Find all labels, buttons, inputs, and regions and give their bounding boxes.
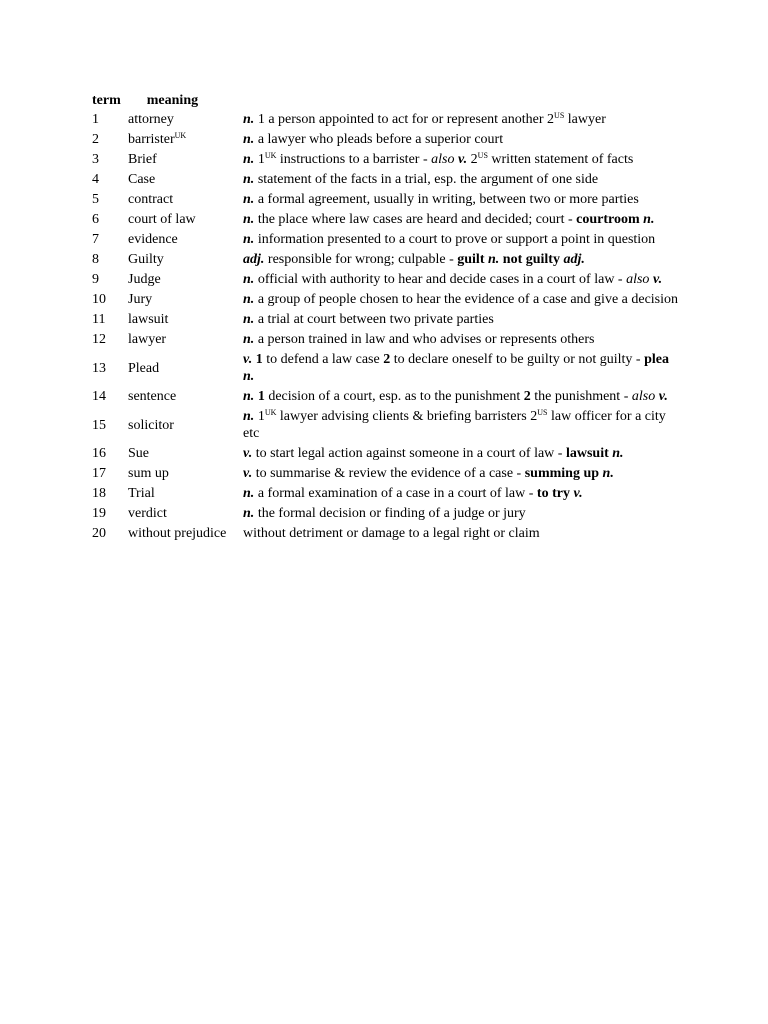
meaning-text: the punishment - <box>530 389 632 404</box>
table-row <box>92 407 682 444</box>
table-row <box>92 190 682 210</box>
meaning-text: the place where law cases are heard and decided; court - <box>254 212 577 227</box>
meaning-pos-label: n. <box>243 192 255 207</box>
table-row <box>92 130 682 150</box>
table-row <box>92 230 682 250</box>
term-text: Trial <box>128 486 155 501</box>
meaning-pos-label: v. <box>457 152 468 167</box>
meaning-bold-text: plea <box>644 352 669 367</box>
meaning-pos-label: n. <box>243 369 255 384</box>
meaning-text: to defend a law case <box>262 352 384 367</box>
table-row <box>92 290 682 310</box>
meaning-bold-text: to try <box>536 486 570 501</box>
row-meaning <box>243 190 682 210</box>
meaning-pos-label: n. <box>243 132 255 147</box>
table-row <box>92 350 682 387</box>
meaning-pos-label: adj. <box>563 252 585 267</box>
meaning-text: lawyer advising clients & briefing barristers 2 <box>276 409 538 424</box>
term-text: court of law <box>128 212 196 227</box>
term-text: verdict <box>128 506 167 521</box>
row-meaning <box>243 444 682 464</box>
table-row <box>92 270 682 290</box>
term-text: Plead <box>128 360 160 376</box>
row-meaning <box>243 110 682 130</box>
row-term <box>128 444 243 464</box>
meaning-pos-label: n. <box>243 272 255 287</box>
meaning-pos-label: n. <box>243 172 255 187</box>
row-number: 5 <box>92 192 99 207</box>
meaning-text: to summarise & review the evidence of a case - <box>252 466 525 481</box>
row-number: 2 <box>92 132 99 147</box>
row-number: 1 <box>92 112 99 127</box>
meaning-pos-label: n. <box>243 212 255 227</box>
row-term <box>128 407 243 444</box>
row-number: 4 <box>92 172 99 187</box>
meaning-pos-label: v. <box>658 389 668 404</box>
row-number: 10 <box>92 292 106 307</box>
meaning-superscript: US <box>554 111 565 120</box>
term-superscript: UK <box>174 131 187 140</box>
row-number: 3 <box>92 152 99 167</box>
meaning-pos-label: n. <box>243 112 255 127</box>
meaning-pos-label: v. <box>243 446 253 461</box>
meaning-text: official with authority to hear and decide cases in a court of law - <box>254 272 627 287</box>
meaning-text: instructions to a barrister - <box>276 152 432 167</box>
row-meaning <box>243 464 682 484</box>
meaning-pos-label: n. <box>243 506 255 521</box>
row-meaning <box>243 387 682 407</box>
term-text: Judge <box>128 272 161 287</box>
term-text: attorney <box>128 112 174 127</box>
meaning-superscript: US <box>537 408 548 417</box>
meaning-text: 2 <box>467 152 478 167</box>
meaning-text: written statement of facts <box>487 152 634 167</box>
meaning-text: to start legal action against someone in a court of law - <box>252 446 566 461</box>
meaning-text: decision of a court, esp. as to the punishment <box>264 389 524 404</box>
table-row <box>92 464 682 484</box>
glossary-page <box>92 90 692 544</box>
row-term <box>128 387 243 407</box>
table-row <box>92 484 682 504</box>
meaning-bold-text: 2 <box>523 389 531 404</box>
meaning-bold-text: guilt <box>457 252 485 267</box>
meaning-pos-label: n. <box>243 409 255 424</box>
row-meaning <box>243 170 682 190</box>
header-empty-cell <box>243 90 682 110</box>
term-text: sentence <box>128 389 177 404</box>
meaning-pos-label: n. <box>243 332 255 347</box>
meaning-pos-label: n. <box>243 292 255 307</box>
table-row <box>92 210 682 230</box>
header-term: term <box>92 92 121 108</box>
table-row <box>92 250 682 270</box>
row-number: 13 <box>92 360 106 376</box>
row-term <box>128 130 243 150</box>
term-text: Brief <box>128 152 157 167</box>
row-number: 14 <box>92 389 106 404</box>
row-term <box>128 464 243 484</box>
header-meaning: meaning <box>146 92 199 108</box>
meaning-superscript: UK <box>264 151 277 160</box>
meaning-text: a lawyer who pleads before a superior court <box>254 132 504 147</box>
term-text: without prejudice <box>128 526 227 541</box>
row-number: 6 <box>92 212 99 227</box>
row-term <box>128 290 243 310</box>
meaning-pos-label: n. <box>243 152 255 167</box>
meaning-text: the formal decision or finding of a judge or jury <box>254 506 526 521</box>
term-text: lawsuit <box>128 312 169 327</box>
row-term <box>128 190 243 210</box>
meaning-text: a formal agreement, usually in writing, between two or more parties <box>254 192 639 207</box>
term-text: Jury <box>128 292 153 307</box>
row-meaning <box>243 407 682 444</box>
table-row <box>92 444 682 464</box>
meaning-text: a trial at court between two private parties <box>254 312 494 327</box>
table-row <box>92 150 682 170</box>
meaning-text: lawyer <box>564 112 606 127</box>
meaning-pos-label: n. <box>612 446 624 461</box>
term-text: sum up <box>128 466 169 481</box>
meaning-text: information presented to a court to prove or support a point in question <box>254 232 656 247</box>
row-number: 9 <box>92 272 99 287</box>
meaning-bold-text: lawsuit <box>565 446 609 461</box>
table-row <box>92 504 682 524</box>
term-text: Sue <box>128 446 149 461</box>
row-meaning <box>243 270 682 290</box>
table-row <box>92 310 682 330</box>
row-number: 11 <box>92 312 106 327</box>
row-term <box>128 110 243 130</box>
row-meaning <box>243 330 682 350</box>
row-term <box>128 330 243 350</box>
term-text: evidence <box>128 232 178 247</box>
row-term <box>128 150 243 170</box>
meaning-italic-text: also <box>431 152 455 167</box>
meaning-text: responsible for wrong; culpable - <box>264 252 458 267</box>
row-meaning <box>243 350 682 387</box>
meaning-pos-label: n. <box>243 486 255 501</box>
row-number: 8 <box>92 252 99 267</box>
row-meaning <box>243 524 682 544</box>
meaning-pos-label: adj. <box>243 252 265 267</box>
row-number: 20 <box>92 526 106 541</box>
meaning-superscript: US <box>477 151 488 160</box>
row-number: 17 <box>92 466 106 481</box>
row-meaning <box>243 504 682 524</box>
term-text: solicitor <box>128 417 174 433</box>
row-term <box>128 310 243 330</box>
meaning-pos-label: v. <box>243 466 253 481</box>
meaning-pos-label: n. <box>643 212 655 227</box>
term-text: Guilty <box>128 252 164 267</box>
meaning-text: statement of the facts in a trial, esp. the argument of one side <box>254 172 599 187</box>
meaning-pos-label: v. <box>573 486 583 501</box>
row-number: 15 <box>92 417 106 433</box>
meaning-bold-text: 2 <box>383 352 391 367</box>
meaning-italic-text: also <box>631 389 656 404</box>
term-text: contract <box>128 192 174 207</box>
row-meaning <box>243 250 682 270</box>
meaning-bold-text: 1 <box>257 389 265 404</box>
row-meaning <box>243 310 682 330</box>
meaning-bold-text: courtroom <box>576 212 640 227</box>
row-number: 16 <box>92 446 106 461</box>
meaning-text: law officer for a city etc <box>243 409 666 441</box>
row-term <box>128 210 243 230</box>
meaning-text: to declare oneself to be guilty or not guilty - <box>390 352 645 367</box>
header-term-meaning <box>92 90 243 110</box>
meaning-bold-text: summing up <box>524 466 600 481</box>
row-meaning <box>243 484 682 504</box>
meaning-text: 1 a person appointed to act for or represent another 2 <box>254 112 555 127</box>
meaning-text: 1 <box>254 409 265 424</box>
row-term <box>128 170 243 190</box>
meaning-text: 1 <box>254 152 265 167</box>
row-number: 7 <box>92 232 99 247</box>
legal-terms-table-body <box>92 90 682 544</box>
term-text: Case <box>128 172 156 187</box>
meaning-pos-label: n. <box>243 232 255 247</box>
table-row <box>92 330 682 350</box>
meaning-pos-label: n. <box>487 252 500 267</box>
meaning-superscript: UK <box>264 408 277 417</box>
row-term <box>128 250 243 270</box>
row-meaning <box>243 210 682 230</box>
row-number: 19 <box>92 506 106 521</box>
row-number: 18 <box>92 486 106 501</box>
meaning-pos-label: n. <box>243 389 255 404</box>
meaning-italic-text: also <box>626 272 650 287</box>
meaning-pos-label: n. <box>243 312 255 327</box>
table-header-row <box>92 90 682 110</box>
table-row <box>92 110 682 130</box>
meaning-pos-label: v. <box>243 352 253 367</box>
meaning-pos-label: n. <box>602 466 614 481</box>
table-row <box>92 524 682 544</box>
legal-terms-table <box>92 90 682 544</box>
row-meaning <box>243 130 682 150</box>
row-term <box>128 484 243 504</box>
meaning-text: a person trained in law and who advises or represents others <box>254 332 595 347</box>
term-text: barrister <box>128 132 175 147</box>
row-number: 12 <box>92 332 106 347</box>
row-term <box>128 230 243 250</box>
table-row <box>92 387 682 407</box>
meaning-bold-text: 1 <box>255 352 263 367</box>
row-meaning <box>243 150 682 170</box>
meaning-text: a formal examination of a case in a court of law - <box>254 486 537 501</box>
row-term <box>128 350 243 387</box>
row-meaning <box>243 230 682 250</box>
meaning-text: without detriment or damage to a legal right or claim <box>243 526 540 541</box>
row-term <box>128 504 243 524</box>
meaning-bold-text: not guilty <box>502 252 560 267</box>
row-term <box>128 524 243 544</box>
table-row <box>92 170 682 190</box>
row-meaning <box>243 290 682 310</box>
term-text: lawyer <box>128 332 167 347</box>
row-term <box>128 270 243 290</box>
meaning-text: a group of people chosen to hear the evidence of a case and give a decision <box>254 292 679 307</box>
meaning-pos-label: v. <box>652 272 663 287</box>
